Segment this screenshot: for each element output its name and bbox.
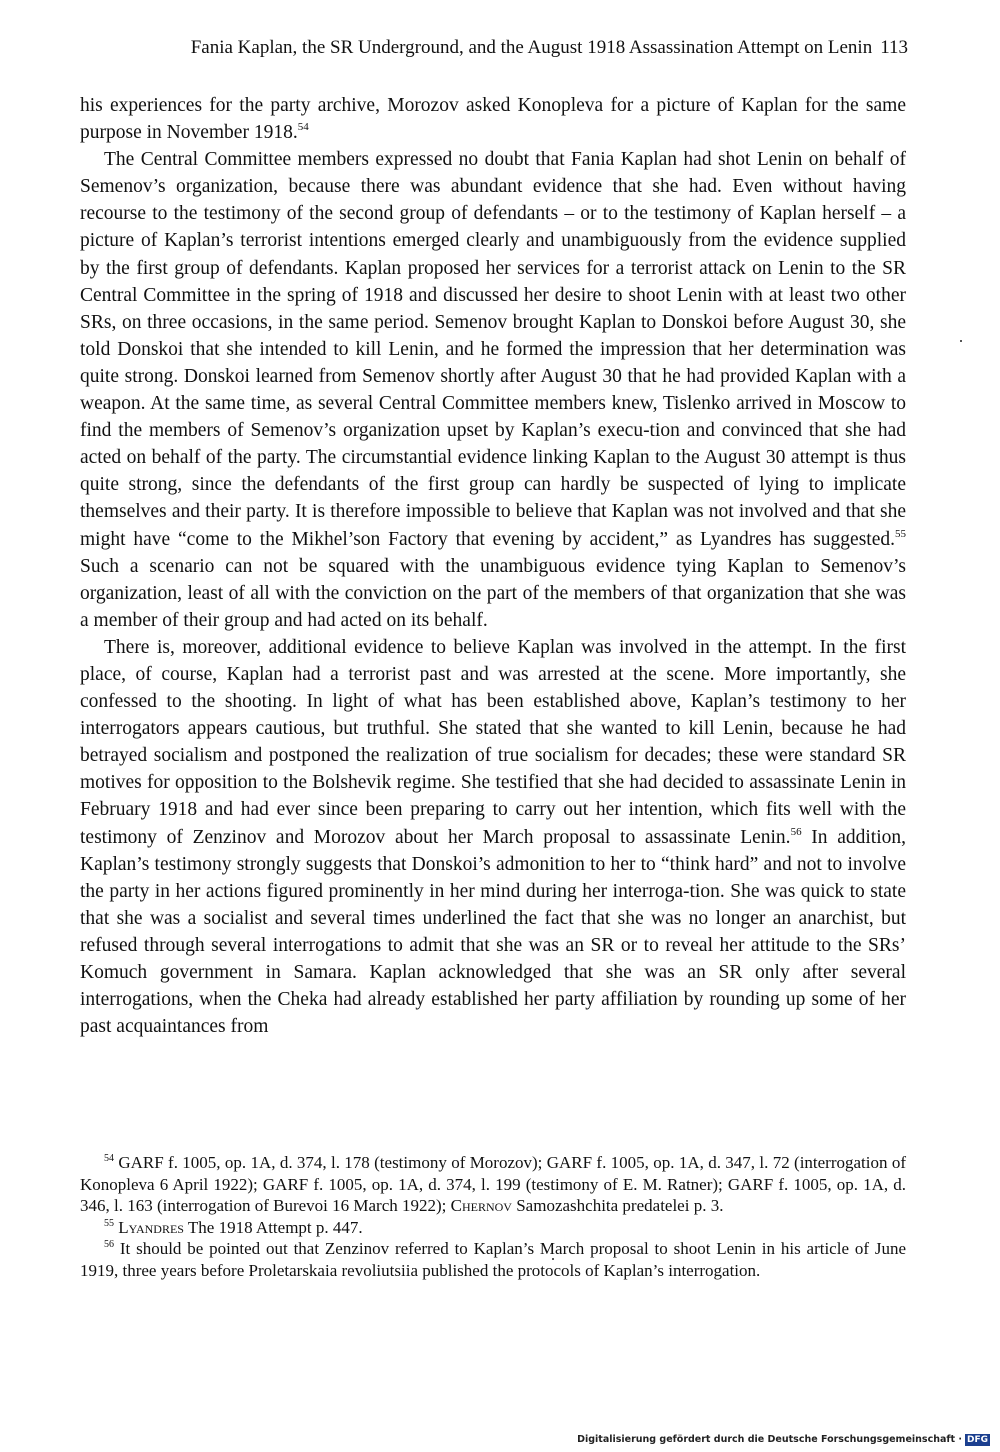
dfg-logo: DFG xyxy=(966,1435,988,1445)
paragraph-1 xyxy=(80,92,906,146)
footnote-ref-55: 55 xyxy=(895,527,906,540)
paragraph-3-text-a: There is, moreover, additional evidence to believe Kaplan was involved in the attempt. In the first place, of course, Kaplan had a terrorist past and was arrested at the scene. More importantly, she confessed to the shooting. In light of what has been established above, Kaplan’s testimony to her interrogators appears cautious, but truthful. She stated that she wanted to kill Lenin, because he had betrayed socialism and postponed the realization of true socialism for decades; these were standard SR motives for opposition to the Bolshevik regime. She testified that she had decided to assassinate Lenin in February 1918 and had ever since been preparing to carry out her intention, which fits well with the testimony of Zenzinov and Morozov about her March proposal to assassinate Lenin. xyxy=(80,636,906,848)
footnotes xyxy=(80,1152,906,1281)
footnote-number: 55 xyxy=(104,1217,114,1229)
page-number: 113 xyxy=(880,37,908,58)
paragraph-2-text-a: The Central Committee members expressed no doubt that Fania Kaplan had shot Lenin on behalf of Semenov’s organization, because there was abundant evidence that she had. Even without having recourse to the testimony of the second group of defendants – or to the testimony of Kaplan herself – a picture of Kaplan’s terrorist intentions emerged clearly and unambiguously from the evidence supplied by the first group of defendants. Kaplan proposed her services for a terrorist attack on Lenin to the SR Central Committee in the spring of 1918 and discussed her desire to shoot Lenin with at least two other SRs, on three occasions, in the same period. Semenov brought Kaplan to Donskoi before August 30, she told Donskoi that she intended to kill Lenin, and he formed the impression that her determination was quite strong. Donskoi learned from Semenov shortly after August 30 that he had provided Kaplan with a weapon. At the same time, as several Central Committee members knew, Tislenko arrived in Moscow to find the members of Semenov’s organization upset by Kaplan’s execu-tion and convinced that she had acted on behalf of the party. The circumstantial evidence linking Kaplan to the August 30 attempt is thus quite strong, since the defendants of the first group can hardly be suspected of lying to implicate themselves and their party. It is therefore impossible to believe that Kaplan was not involved and that she might have “come to the Mikhel’son Factory that evening by accident,” as Lyandres has suggested. xyxy=(80,149,906,550)
footnote-ref-56: 56 xyxy=(790,825,802,838)
footnote-number: 54 xyxy=(104,1153,114,1164)
body-text xyxy=(80,92,906,1040)
footnote-text: GARF f. 1005, op. 1A, d. 374, l. 178 (testimony of Morozov); GARF f. 1005, op. 1A, d. 347, l. 72 (interrogation of Konopleva 6 April 1922); GARF f. 1005, op. 1A, d. 374, l. 199 (testimony of E. M. Ratner); GARF f. 1005, op. 1A, d. 346, l. 163 (interrogation of Burevoi 16 March 1922); xyxy=(80,1153,906,1215)
footnote-55 xyxy=(80,1217,906,1239)
footnote-text: It should be pointed out that Zenzinov referred to Kaplan’s March proposal to shoot Lenin in his article of June 1919, three years before Proletarskaia revoliutsiia published the protocols of Kaplan’s interrogation. xyxy=(80,1239,907,1280)
footnote-54 xyxy=(80,1152,906,1217)
digitization-credit xyxy=(577,1434,990,1446)
footnote-author: Lyandres xyxy=(118,1217,184,1237)
paragraph-2-text-b: Such a scenario can not be squared with the unambiguous evidence tying Kaplan to Semenov’s organization, least of all with the conviction on the part of the members of that organization that she was a member of their group and had acted on its behalf. xyxy=(80,555,906,631)
paragraph-3-text-b: In addition, Kaplan’s testimony strongly suggests that Donskoi’s admonition to her to “think hard” and not to involve the party in her actions figured prominently in her mind during her interroga-tion. She was quick to state that she was a socialist and several times underlined the fact that she was no longer an anarchist, but refused through several interrogations to admit that she was an SR or to reveal her attitude to the SRs’ Komuch government in Samara. Kaplan acknowledged that she was an SR only after several interrogations, when the Cheka had already established her party affiliation by rounding up some of her past acquaintances from xyxy=(80,826,907,1038)
footnote-56 xyxy=(80,1238,906,1281)
paragraph-1-text: his experiences for the party archive, Morozov asked Konopleva for a picture of Kaplan for the same purpose in November 1918. xyxy=(80,95,906,144)
footnote-number: 56 xyxy=(104,1239,114,1250)
running-head xyxy=(100,36,908,60)
scan-speck xyxy=(960,340,962,342)
footnote-ref-54: 54 xyxy=(297,121,309,134)
scan-speck xyxy=(552,1258,554,1260)
running-head-title: Fania Kaplan, the SR Underground, and the August 1918 Assassination Attempt on Lenin xyxy=(190,37,873,58)
credit-text: Digitalisierung gefördert durch die Deutsche Forschungsgemeinschaft · xyxy=(577,1434,962,1445)
footnote-text-tail: Samozashchita predatelei p. 3. xyxy=(511,1196,724,1215)
paragraph-3 xyxy=(80,634,906,1040)
paragraph-2 xyxy=(80,146,906,634)
footnote-author: Chernov xyxy=(450,1196,512,1215)
footnote-text: The 1918 Attempt p. 447. xyxy=(183,1217,363,1237)
